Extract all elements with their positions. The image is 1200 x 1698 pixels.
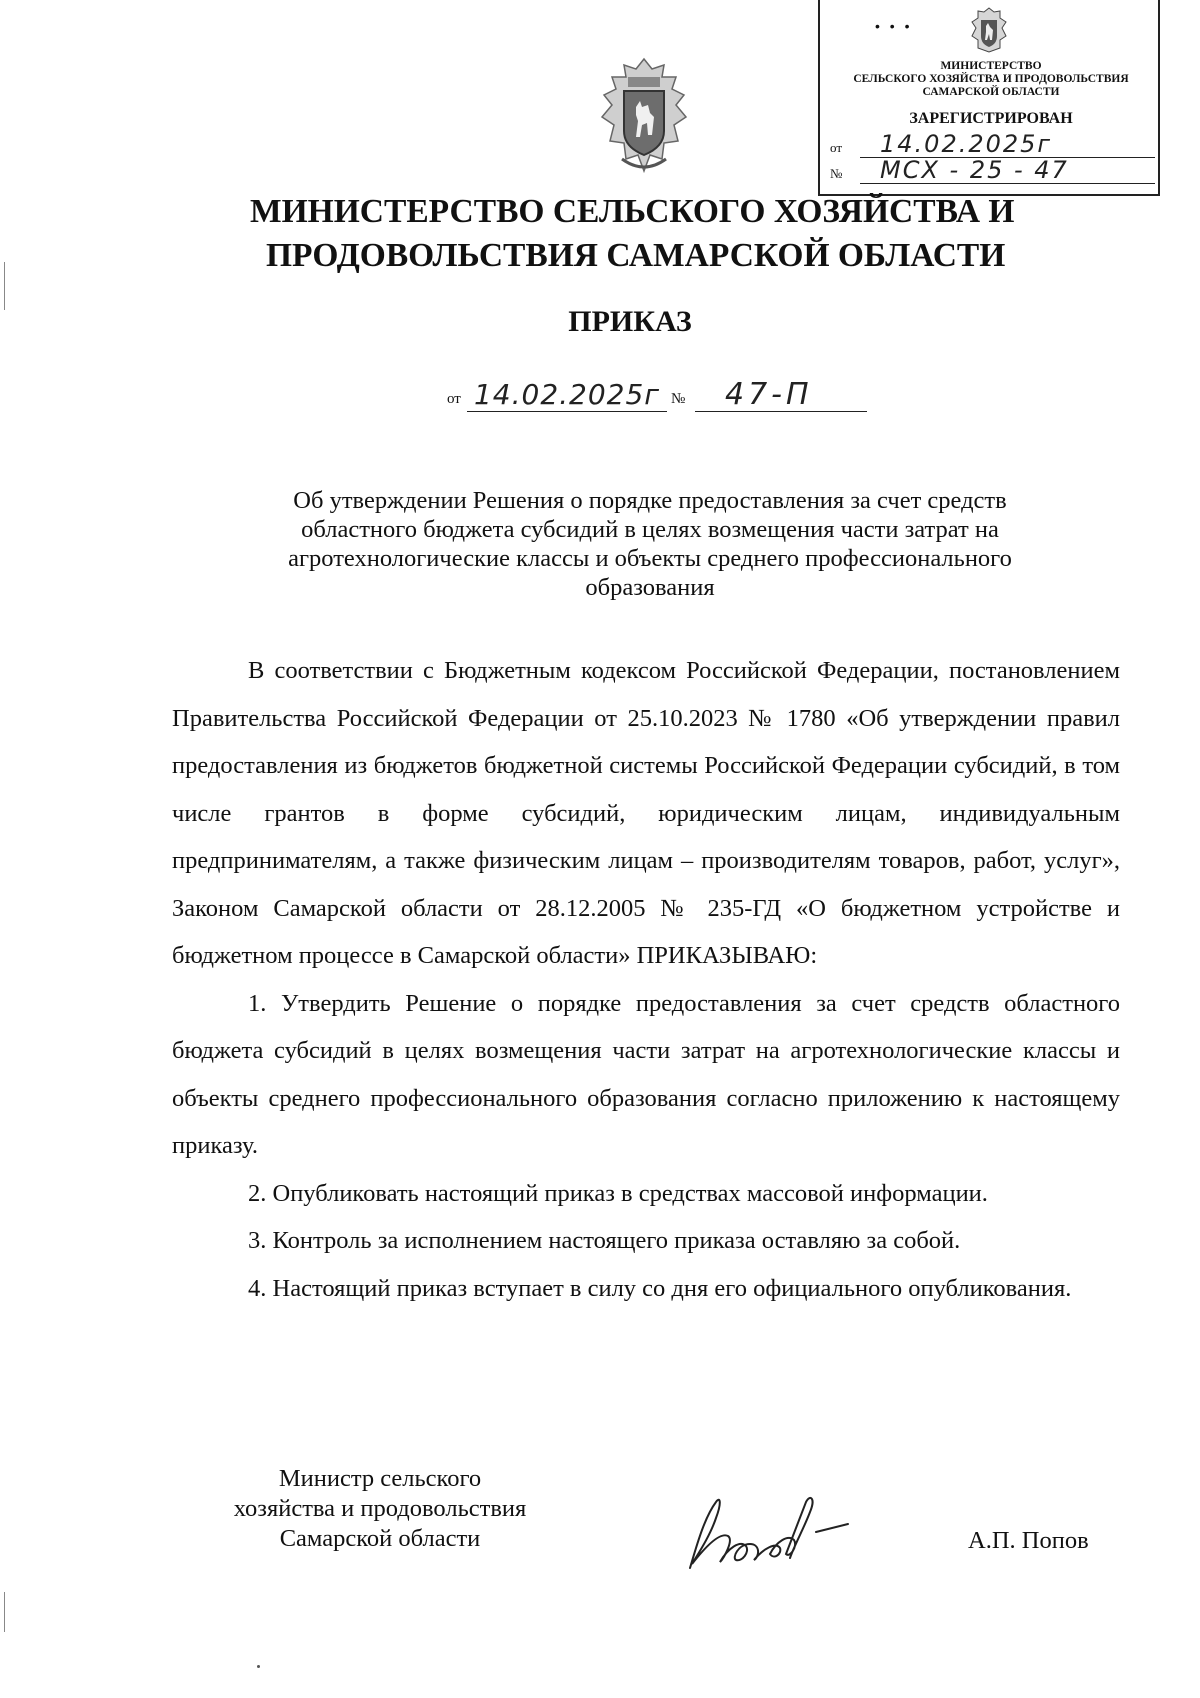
- stamp-coat-of-arms-icon: [970, 6, 1008, 54]
- stamp-number-line: [830, 156, 1155, 184]
- subject-line4: образования: [585, 574, 715, 601]
- order-item-4: 4. Настоящий приказ вступает в силу со дня его официального опубликования.: [248, 1274, 1072, 1302]
- organization-title: [180, 190, 1140, 278]
- scan-margin-mark: [4, 262, 5, 310]
- stamp-org-line3: САМАРСКОЙ ОБЛАСТИ: [922, 86, 1060, 98]
- subject-line3: агротехнологические классы и объекты среднего профессионального: [288, 545, 1012, 572]
- organization-title-line2: ПРОДОВОЛЬСТВИЯ САМАРСКОЙ ОБЛАСТИ: [266, 237, 1006, 274]
- stamp-date-line: [830, 130, 1155, 158]
- order-number-value: 47-П: [695, 379, 867, 412]
- stamp-org-line1: МИНИСТЕРСТВО: [940, 60, 1042, 72]
- order-subject: [200, 486, 1100, 602]
- handwritten-signature: [676, 1488, 876, 1578]
- document-type: ПРИКАЗ: [568, 305, 692, 338]
- order-date-number: [447, 372, 867, 412]
- order-item-1: 1. Утвердить Решение о порядке предоставления за счет средств областного бюджета субсидий в целях возмещения части затрат на агротехнологические классы и объекты среднего профессионального образования согласно приложению к настоящему приказу.: [172, 989, 1120, 1159]
- signer-name: А.П. Попов: [968, 1527, 1089, 1554]
- registration-stamp: [818, 0, 1160, 196]
- stamp-org-line2: СЕЛЬСКОГО ХОЗЯЙСТВА И ПРОДОВОЛЬСТВИЯ: [853, 73, 1129, 85]
- coat-of-arms-icon: [592, 55, 696, 181]
- stamp-date-value: 14.02.2025г: [860, 131, 1155, 158]
- scan-margin-mark: [4, 1592, 5, 1632]
- order-number-label: №: [671, 391, 686, 407]
- signer-title-line2: хозяйства и продовольствия: [233, 1495, 527, 1522]
- signer-title-line1: Министр сельского: [278, 1465, 482, 1492]
- stamp-dots: • • •: [875, 18, 913, 34]
- order-item-3: 3. Контроль за исполнением настоящего приказа оставляю за собой.: [248, 1227, 961, 1254]
- stamp-date-label: от: [830, 140, 843, 155]
- signer-title-line3: Самарской области: [279, 1525, 481, 1552]
- stamp-organization: [820, 60, 1162, 99]
- order-date-label: от: [447, 391, 461, 407]
- order-body: [172, 647, 1120, 1312]
- order-date-value: 14.02.2025г: [467, 379, 667, 412]
- stamp-number-label: №: [830, 166, 843, 181]
- organization-title-line1: МИНИСТЕРСТВО СЕЛЬСКОГО ХОЗЯЙСТВА И: [250, 193, 1015, 230]
- scan-speck: [257, 1665, 260, 1668]
- subject-line2: областного бюджета субсидий в целях возмещения части затрат на: [301, 516, 999, 543]
- stamp-registered-label: ЗАРЕГИСТРИРОВАН: [909, 110, 1073, 127]
- signer-title: [190, 1464, 570, 1554]
- stamp-number-value: МСХ - 25 - 47: [860, 157, 1155, 184]
- order-item-2: 2. Опубликовать настоящий приказ в средствах массовой информации.: [248, 1179, 988, 1207]
- order-preamble: В соответствии с Бюджетным кодексом Российской Федерации, постановлением Правительства Российской Федерации от 25.10.2023 № 1780 «Об утверждении правил предоставления из бюджетов бюджетной системы Российской Федерации субсидий, в том числе грантов в форме субсидий, юридическим лицам, индивидуальным предпринимателям, а также физическим лицам – производителям товаров, работ, услуг», Законом Самарской области от 28.12.2005 № 235-ГД «О бюджетном устройстве и бюджетном процессе в Самарской области» ПРИКАЗЫВАЮ:: [172, 657, 1120, 969]
- subject-line1: Об утверждении Решения о порядке предоставления за счет средств: [293, 487, 1007, 514]
